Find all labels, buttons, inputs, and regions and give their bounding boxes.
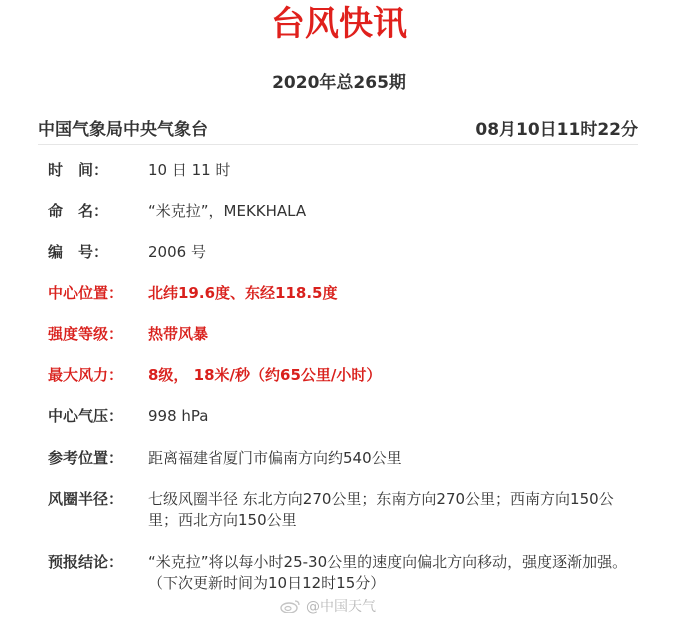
watermark [280,596,376,616]
row-value [148,552,628,594]
watermark-text: @中国天气 [306,599,376,615]
row-label: 时 间： [48,161,109,179]
bulletin-datetime: 08月10日11时22分 [475,119,638,140]
row-value: 2006 号 [148,243,206,261]
issue-number: 2020年总265期 [272,73,406,93]
row-value: “米克拉”，MEKKHALA [148,202,307,220]
row-label: 命 名： [48,202,109,220]
forecast-text: “米克拉”将以每小时25-30公里的速度向偏北方向移动，强度逐渐加强。 [148,553,628,571]
row-value: 998 hPa [148,407,209,425]
row-label: 编 号： [48,243,109,261]
row-value: 距离福建省厦门市偏南方向约540公里 [148,449,402,467]
row-label: 最大风力： [48,366,124,384]
row-label: 预报结论： [48,553,124,571]
row-value: 10 日 11 时 [148,161,231,179]
row-value: 七级风圈半径 东北方向270公里；东南方向270公里；西南方向150公里；西北方向150公里 [148,490,614,529]
row-label: 中心位置： [48,284,124,302]
row-value: 8级， 18米/秒（约65公里/小时） [148,366,382,384]
row-label: 参考位置： [48,449,124,467]
forecast-note: （下次更新时间为10日12时15分） [148,574,386,592]
agency-name: 中国气象局中央气象台 [38,119,208,140]
page-title: 台风快讯 [271,4,407,44]
row-label: 强度等级： [48,325,124,343]
divider [38,144,638,145]
row-value: 热带风暴 [148,325,209,343]
row-label: 风圈半径： [48,490,124,508]
weibo-icon [280,599,302,613]
row-label: 中心气压： [48,407,124,425]
row-value: 北纬19.6度、东经118.5度 [148,284,338,302]
bulletin-header [38,114,638,140]
